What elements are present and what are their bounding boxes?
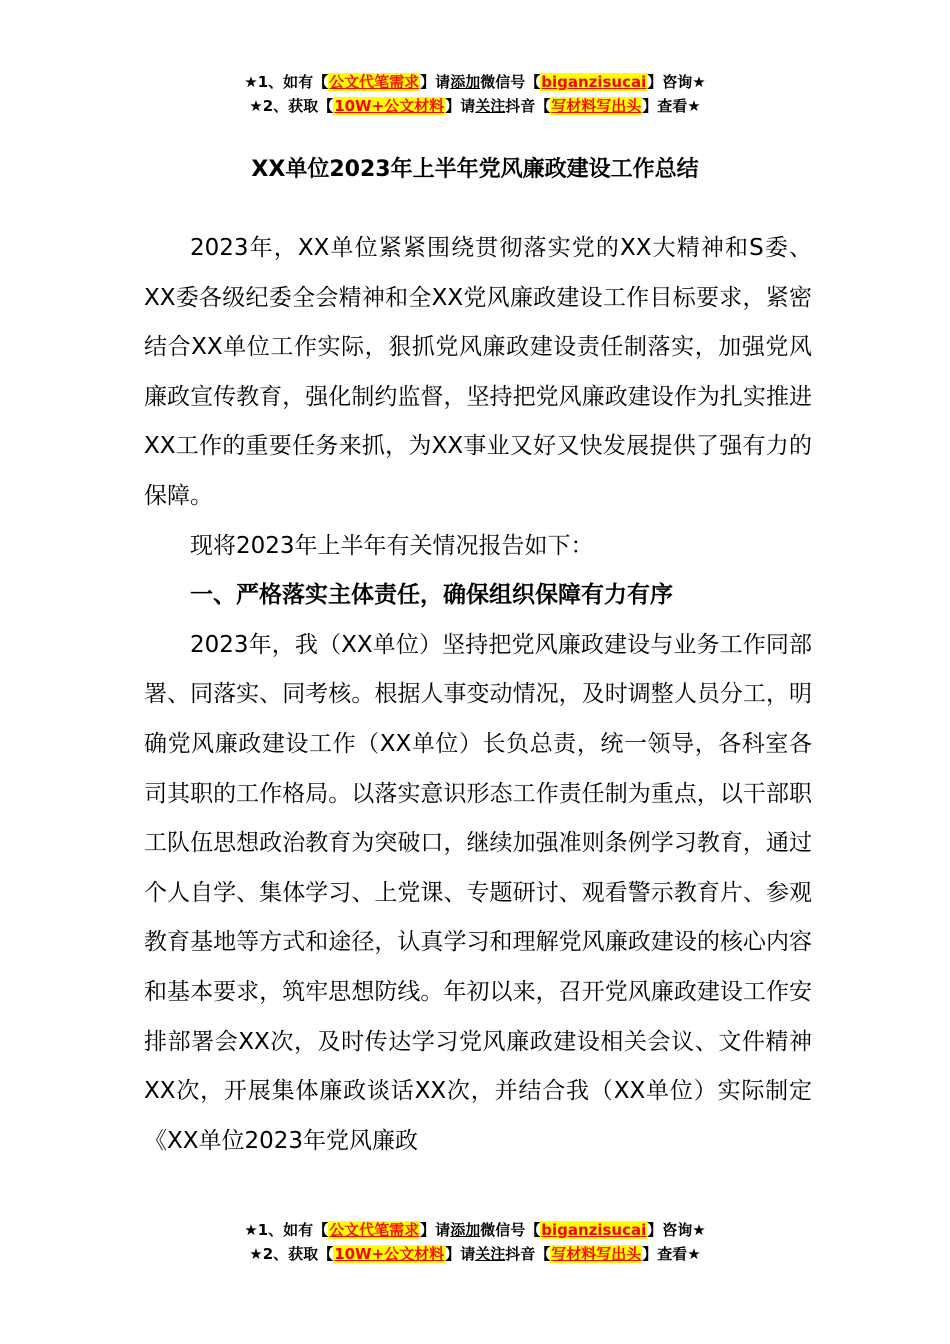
banner-highlight: 写材料写出头 xyxy=(551,1245,642,1263)
banner-highlight: 公文代笔需求 xyxy=(329,73,420,91)
intro-paragraph: 2023年，XX单位紧紧围绕贯彻落实党的XX大精神和S委、XX委各级纪委全会精神和全XX党风廉政建设工作目标要求，紧密结合XX单位工作实际，狠抓党风廉政建设责任制落实，加强党风廉政宣传教育，强化制约监督，坚持把党风廉政建设作为扎实推进XX工作的重要任务来抓，为XX事业又好又快发展提供了强有力的保障。 xyxy=(144,235,812,509)
banner-line-1: ★1、如有【公文代笔需求】请添加微信号【biganzisucai】咨询★ xyxy=(244,1221,706,1239)
banner-line-2: ★2、获取【10W+公文材料】请关注抖音【写材料写出头】查看★ xyxy=(249,1245,701,1263)
header-banner xyxy=(0,70,950,118)
footer-banner xyxy=(0,1218,950,1266)
banner-highlight: biganzisucai xyxy=(541,73,647,91)
banner-line-2: ★2、获取【10W+公文材料】请关注抖音【写材料写出头】查看★ xyxy=(249,97,701,115)
banner-highlight: 写材料写出头 xyxy=(551,97,642,115)
document-title: XX单位2023年上半年党风廉政建设工作总结 xyxy=(251,157,699,182)
section-1-paragraph: 2023年，我（XX单位）坚持把党风廉政建设与业务工作同部署、同落实、同考核。根据人事变动情况，及时调整人员分工，明确党风廉政建设工作（XX单位）长负总责，统一领导，各科室各司其职的工作格局。以落实意识形态工作责任制为重点，以干部职工队伍思想政治教育为突破口，继续加强准则条例学习教育，通过个人自学、集体学习、上党课、专题研讨、观看警示教育片、参观教育基地等方式和途径，认真学习和理解党风廉政建设的核心内容和基本要求，筑牢思想防线。年初以来，召开党风廉政建设工作安排部署会XX次，及时传达学习党风廉政建设相关会议、文件精神XX次，开展集体廉政谈话XX次，并结合我（XX单位）实际制定《XX单位2023年党风廉政 xyxy=(144,631,812,1154)
banner-line-1: ★1、如有【公文代笔需求】请添加微信号【biganzisucai】咨询★ xyxy=(244,73,706,91)
banner-highlight: 10W+公文材料 xyxy=(334,1245,445,1263)
banner-highlight: 10W+公文材料 xyxy=(334,97,445,115)
banner-highlight: 公文代笔需求 xyxy=(329,1221,420,1239)
banner-highlight: biganzisucai xyxy=(541,1221,647,1239)
report-lead-paragraph: 现将2023年上半年有关情况报告如下： xyxy=(190,532,594,559)
section-heading-1: 一、严格落实主体责任，确保组织保障有力有序 xyxy=(190,582,673,609)
document-body xyxy=(144,224,812,1166)
